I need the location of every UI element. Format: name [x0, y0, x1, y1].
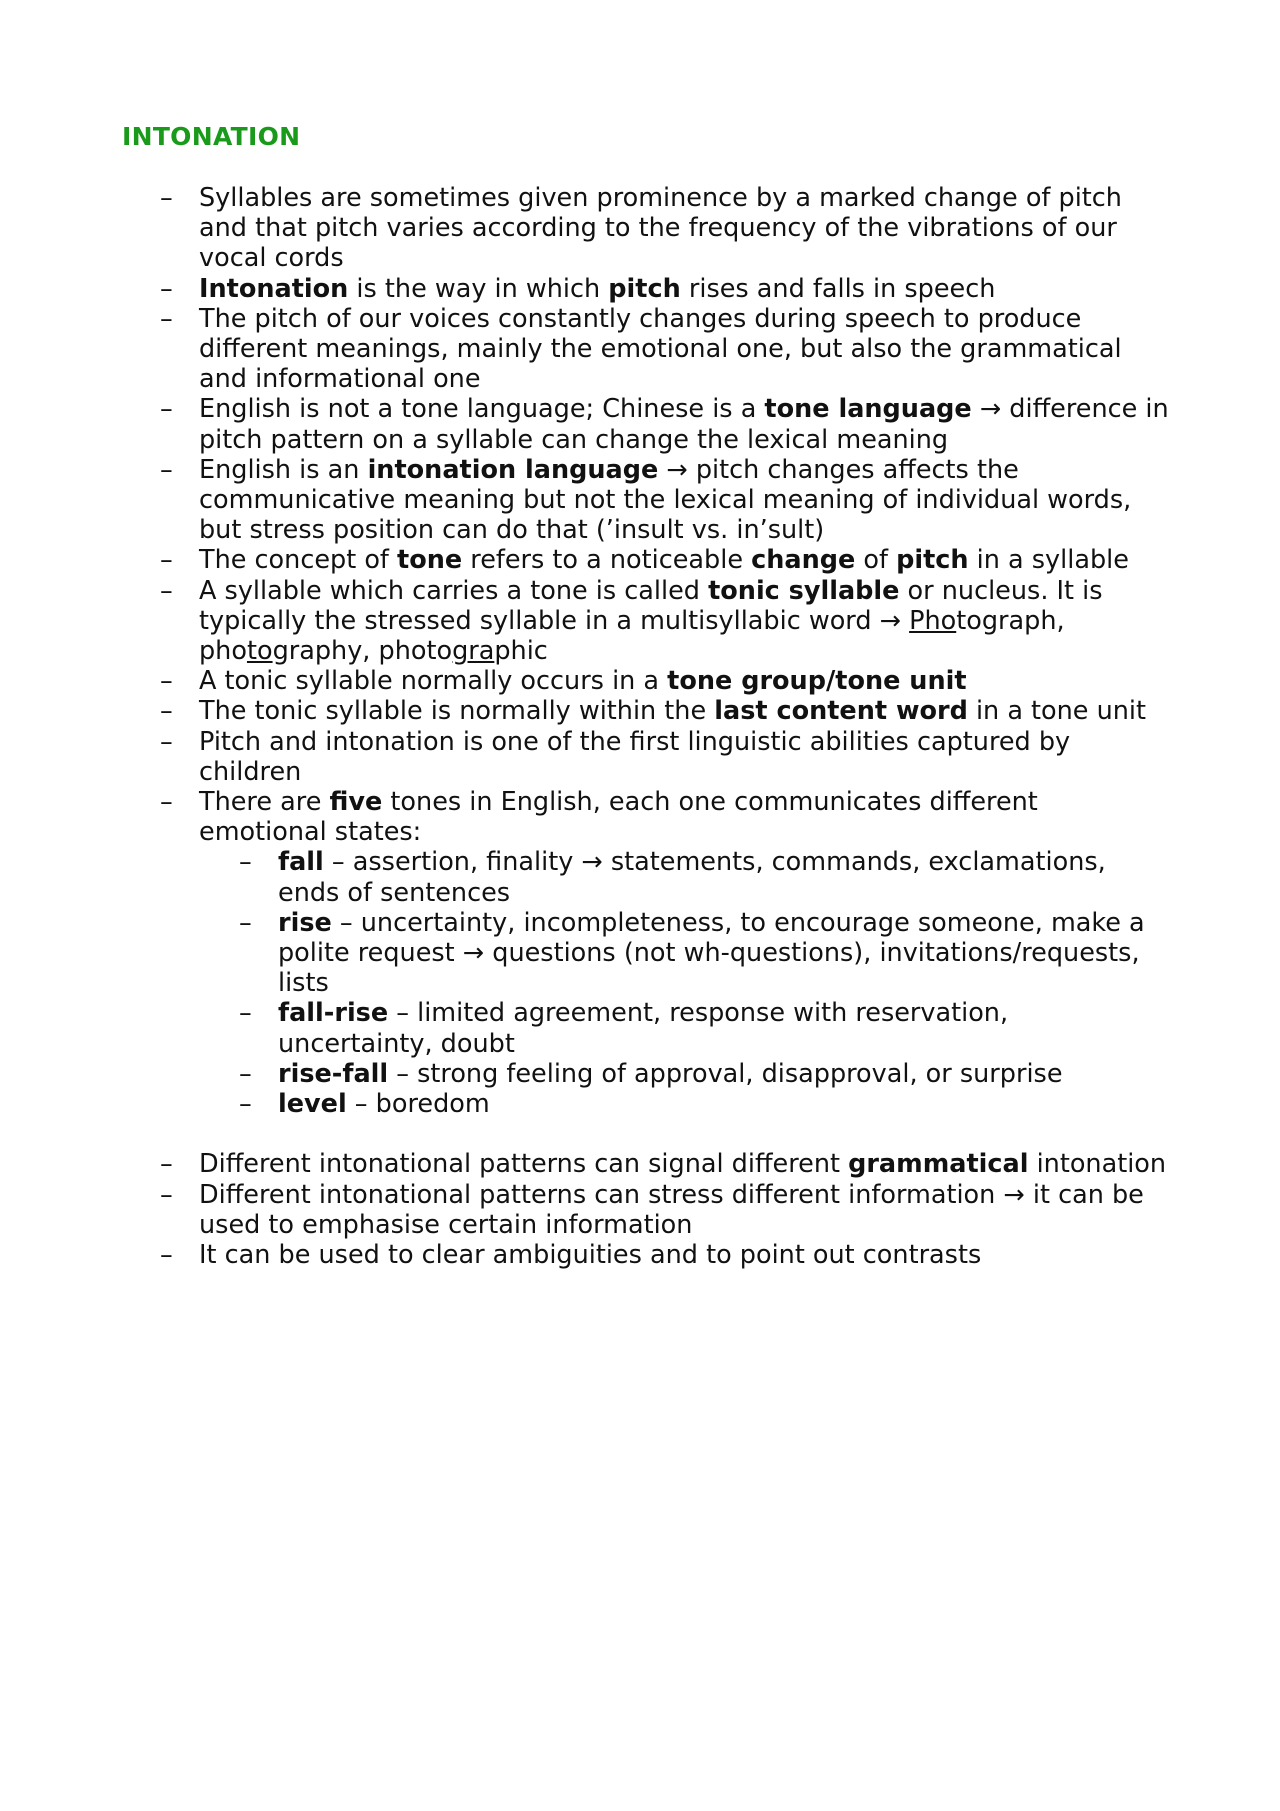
sub-bullet-item [239, 1089, 1170, 1119]
dash-bullet-icon: – [160, 1179, 173, 1210]
dash-bullet-icon: – [160, 273, 173, 304]
bold-term: level [278, 1089, 347, 1120]
bullet-text [199, 1180, 1144, 1240]
text-run: The concept of [199, 545, 397, 576]
bullet-text [199, 1240, 981, 1270]
dash-bullet-icon: – [239, 1058, 252, 1089]
bullet-item [160, 394, 1170, 454]
text-run: in a syllable [968, 545, 1129, 576]
dash-bullet-icon: – [160, 394, 173, 425]
bullet-item [160, 1240, 1170, 1270]
dash-bullet-icon: – [160, 696, 173, 727]
dash-bullet-icon: – [239, 907, 252, 938]
text-run: – uncertainty, incompleteness, to encourage someone, make a polite request → questions (not wh-questions), invitations/requests, lists [278, 907, 1145, 999]
bullet-item [160, 183, 1170, 274]
bold-term: fall-rise [278, 998, 389, 1029]
text-run: → pitch changes affects the communicative meaning but not the lexical meaning of individual words, but stress position can do that (’insult vs. in’sult) [199, 454, 1132, 546]
bold-term: intonation language [367, 454, 659, 485]
list-gap [160, 1119, 1170, 1149]
bullet-text [199, 787, 1038, 847]
text-run: It can be used to clear ambiguities and to point out contrasts [199, 1240, 982, 1271]
bold-term: five [329, 787, 383, 818]
underlined-syllable: Pho [909, 605, 957, 636]
bullet-item [160, 1180, 1170, 1240]
bullet-text [278, 1089, 490, 1119]
bold-term: fall [278, 847, 324, 878]
bullet-text [199, 183, 1122, 273]
text-run: Different intonational patterns can stress different information → it can be used to emphasise certain information [199, 1179, 1144, 1240]
text-run: English is not a tone language; Chinese is a [199, 394, 765, 425]
dash-bullet-icon: – [160, 575, 173, 606]
text-run: phic [494, 636, 548, 667]
text-run: refers to a noticeable [462, 545, 752, 576]
text-run: There are [199, 787, 330, 818]
bold-term: last content word [714, 696, 968, 727]
dash-bullet-icon: – [239, 998, 252, 1029]
text-run: – assertion, finality → statements, commands, exclamations, ends of sentences [278, 847, 1106, 908]
text-run: is the way in which [348, 273, 609, 304]
bullet-text [278, 847, 1106, 907]
underlined-syllable: to [246, 636, 273, 667]
bold-term: grammatical [848, 1149, 1029, 1180]
dash-bullet-icon: – [160, 1240, 173, 1271]
dash-bullet-icon: – [160, 183, 173, 213]
text-run: The tonic syllable is normally within the [199, 696, 715, 727]
bold-term: rise [278, 907, 332, 938]
bullet-text [278, 908, 1145, 998]
bullet-text [199, 727, 1070, 787]
sub-bullet-item [239, 1059, 1170, 1089]
text-run: Syllables are sometimes given prominence by a marked change of pitch and that pitch varies according to the frequency of the vibrations of our vocal cords [199, 183, 1122, 274]
sub-bullet-item [239, 998, 1170, 1058]
text-run: English is an [199, 454, 368, 485]
bullet-item [160, 696, 1170, 726]
bold-term: pitch [896, 545, 969, 576]
bullet-item [160, 1149, 1170, 1179]
sub-bullet-item [239, 847, 1170, 907]
bullet-text [199, 274, 995, 304]
text-run: – strong feeling of approval, disapproval, or surprise [388, 1058, 1063, 1089]
bullet-text [199, 696, 1146, 726]
bullet-item [160, 787, 1170, 1119]
bold-term: rise-fall [278, 1058, 389, 1089]
bullet-item [160, 666, 1170, 696]
text-run: A syllable which carries a tone is called [199, 575, 709, 606]
text-run: Different intonational patterns can signal different [199, 1149, 849, 1180]
text-run: of [855, 545, 897, 576]
text-run: graphy, photo [272, 636, 453, 667]
bullet-text [278, 998, 1008, 1058]
bold-term: Intonation [199, 273, 349, 304]
bullet-text [199, 1149, 1166, 1179]
text-run: tones in English, each one communicates different emotional states: [199, 787, 1038, 848]
bullet-text [199, 666, 967, 696]
text-run: rises and falls in speech [680, 273, 996, 304]
text-run: tograph, pho [199, 605, 1065, 667]
text-run: – boredom [346, 1089, 490, 1120]
bold-term: tone [397, 545, 463, 576]
tone-sublist [199, 847, 1170, 1119]
bullet-text [199, 455, 1131, 545]
text-run: The pitch of our voices constantly changes during speech to produce different meanings, mainly the emotional one, but also the grammatical and informational one [199, 303, 1122, 395]
text-run: A tonic syllable normally occurs in a [199, 666, 668, 697]
bold-term: tonic syllable [708, 575, 900, 606]
dash-bullet-icon: – [160, 454, 173, 485]
text-run: or nucleus. It is typically the stressed syllable in a multisyllabic word → [199, 575, 1103, 636]
bullet-list [160, 183, 1170, 1270]
bold-term: tone language [764, 394, 972, 425]
text-run: → difference in pitch pattern on a syllable can change the lexical meaning [199, 394, 1169, 455]
dash-bullet-icon: – [239, 1089, 252, 1120]
dash-bullet-icon: – [160, 303, 173, 334]
bullet-item [160, 304, 1170, 395]
bullet-text [199, 304, 1122, 394]
bullet-text [199, 545, 1129, 575]
bold-term: tone group/tone unit [667, 666, 967, 697]
bullet-item [160, 274, 1170, 304]
underlined-syllable: gra [452, 636, 495, 667]
text-run: intonation [1028, 1149, 1167, 1180]
dash-bullet-icon: – [160, 666, 173, 697]
bullet-item [160, 455, 1170, 546]
bullet-text [278, 1059, 1063, 1089]
document-heading: INTONATION [122, 122, 301, 151]
sub-bullet-item [239, 908, 1170, 999]
bullet-item [160, 727, 1170, 787]
bullet-item [160, 545, 1170, 575]
bold-term: pitch [608, 273, 681, 304]
dash-bullet-icon: – [160, 787, 173, 818]
dash-bullet-icon: – [160, 1149, 173, 1180]
dash-bullet-icon: – [160, 726, 173, 757]
dash-bullet-icon: – [239, 847, 252, 878]
text-run: – limited agreement, response with reservation, uncertainty, doubt [278, 998, 1009, 1059]
bullet-item [160, 576, 1170, 667]
bold-term: change [751, 545, 856, 576]
bullet-text [199, 394, 1169, 454]
dash-bullet-icon: – [160, 545, 173, 576]
text-run: in a tone unit [967, 696, 1147, 727]
bullet-text [199, 576, 1103, 666]
text-run: Pitch and intonation is one of the first linguistic abilities captured by children [199, 726, 1071, 787]
